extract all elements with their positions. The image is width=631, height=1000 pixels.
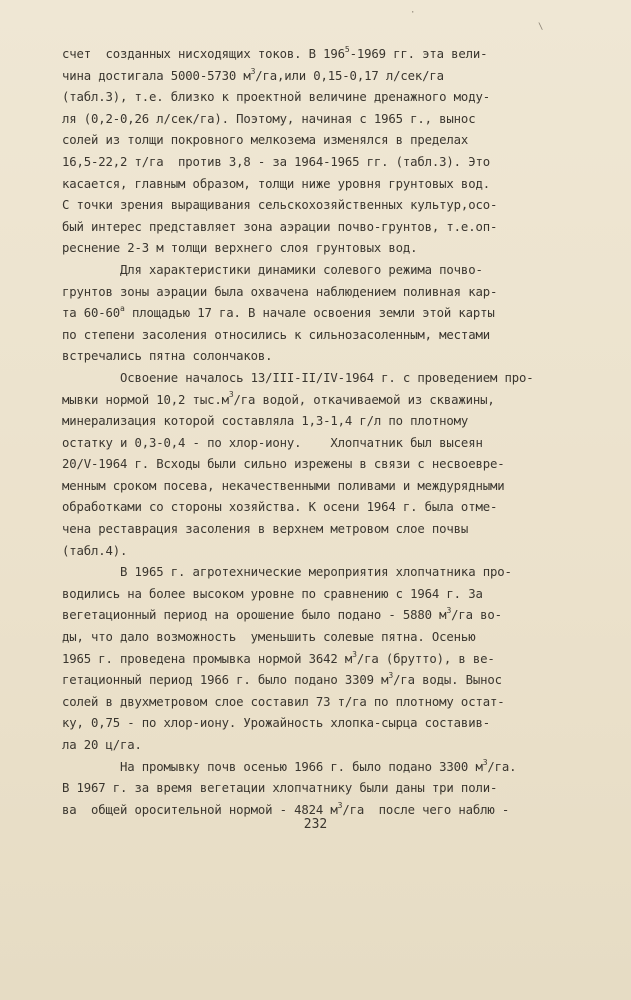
text-line: вегетационный период на орошение было подано - 5880 $м^3/га$ во- [62,606,502,623]
text-line: солей в двухметровом слое составил 73 т/га по плотному остат- [62,694,505,709]
text-line: встречались пятна солончаков. [62,349,273,364]
text-line: 16,5-22,2 т/га против 3,8 - за 1964-1965 гг. (табл.3). Это [62,154,490,169]
text-line: ды, что дало возможность уменьшить солевые пятна. Осенью [62,630,476,645]
text-line: минерализация которой составляла 1,3-1,4 г/л по плотному [62,414,469,429]
text-line: 1965 г. проведена промывка нормой 3642 $м^3/га$ (брутто), в ве- [62,649,495,666]
text-line: менным сроком посева, некачественными поливами и междурядными [62,478,505,493]
text-line: ва общей оросительной нормой - 4824 $м^3/га$ после чего наблю - [62,800,510,817]
page-speck: · [410,8,416,18]
text-line: (табл.3), т.е. близко к проектной величине дренажного моду- [62,90,490,105]
text-line: чина достигала 5000-5730 $м^3/га,или$ 0,15-0,17 л/сек/га [62,66,444,83]
text-line: бый интерес представляет зона аэрации почво-грунтов, т.е.оп- [62,219,498,234]
text-line: С точки зрения выращивания сельскохозяйственных культур,осо- [62,198,498,213]
text-line: Для характеристики динамики солевого режима почво- [62,262,483,277]
text-line: ла 20 ц/га. [62,738,142,752]
text-line: Освоение началось 13/III-II/IV-1964 г. с проведением про- [62,370,534,385]
text-line: солей из толщи покровного мелкозема изменялся в пределах [62,133,469,148]
text-line: та $60-60^а$ площадью 17 га. В начале освоения земли этой карты [62,304,495,321]
text-line: мывки нормой 10,2 $тыс.м^3/га$ водой, откачиваемой из скважины, [62,390,495,407]
page-number: 232 [303,817,328,832]
text-line: обработками со стороны хозяйства. К осени 1964 г. была отме- [62,500,498,515]
text-line: На промывку почв осенью 1966 г. было подано 3300 $м^3/га$. [62,757,517,774]
text-line: 20/V-1964 г. Всходы были сильно изрежены в связи с несвоевре- [62,457,505,472]
text-line: (табл.4). [62,543,128,558]
text-line: остатку и 0,3-0,4 - по хлор-иону. Хлопчатник был высеян [62,435,483,450]
text-line: В 1967 г. за время вегетации хлопчатнику были даны три поли- [62,781,498,796]
document-body [62,44,582,821]
text-line: счет созданных нисходящих токов. В $196^5-1969$ гг. эта вели- [62,44,488,61]
page-speck: \ [538,22,544,32]
text-line: В 1965 г. агротехнические мероприятия хлопчатника про- [62,565,512,580]
text-line: ля (0,2-0,26 л/сек/га). Поэтому, начиная с 1965 г., вынос [62,111,476,126]
text-line: водились на более высоком уровне по сравнению с 1964 г. За [62,586,483,601]
text-line: ку, 0,75 - по хлор-иону. Урожайность хлопка-сырца составив- [62,716,490,731]
text-line: гетационный период 1966 г. было подано 3309 $м^3/га$ воды. Вынос [62,671,502,688]
text-line: по степени засоления относились к сильнозасоленным, местами [62,327,490,342]
text-line: реснение 2-3 м толщи верхнего слоя грунтовых вод. [62,241,418,256]
text-line: чена реставрация засоления в верхнем метровом слое почвы [62,522,469,537]
text-line: грунтов зоны аэрации была охвачена наблюдением поливная кар- [62,284,498,299]
text-line: касается, главным образом, толщи ниже уровня грунтовых вод. [62,176,490,191]
